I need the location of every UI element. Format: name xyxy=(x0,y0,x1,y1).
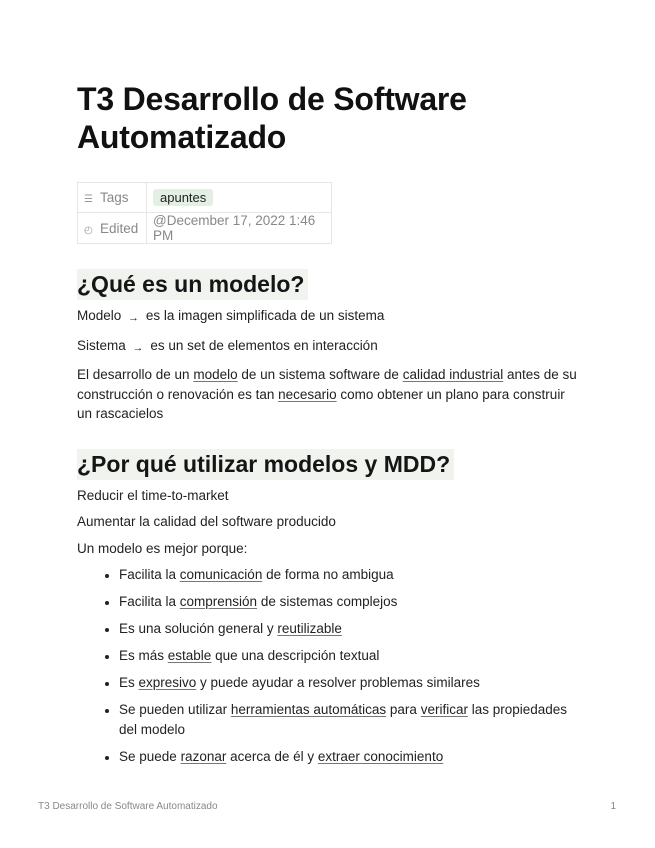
paragraph: Un modelo es mejor porque: xyxy=(77,540,248,556)
underlined-term: razonar xyxy=(180,749,227,764)
text: es un set de elementos en interacción xyxy=(150,337,378,353)
underlined-term: calidad industrial xyxy=(402,367,504,382)
underlined-term: necesario xyxy=(278,386,337,402)
underlined-term: modelo xyxy=(193,367,238,382)
text: Es una solución general y xyxy=(119,621,278,636)
text: es la imagen simplificada de un sistema xyxy=(145,308,385,323)
footer-page-number: 1 xyxy=(610,801,616,812)
list-item xyxy=(119,565,582,585)
text: El desarrollo de un xyxy=(77,367,194,382)
text: Sistema xyxy=(77,337,126,353)
properties-table xyxy=(77,182,332,244)
underlined-term: comprensión xyxy=(179,594,258,609)
property-key-label: Tags xyxy=(100,190,129,205)
clock-icon: ◴ xyxy=(84,224,93,236)
property-row-edited xyxy=(78,213,332,244)
paragraph: Aumentar la calidad del software producido xyxy=(77,514,336,529)
text: de sistemas complejos xyxy=(257,594,398,609)
underlined-term: estable xyxy=(167,648,212,663)
property-value: @December 17, 2022 1:46 PM xyxy=(147,213,332,244)
underlined-term: extraer conocimiento xyxy=(317,749,444,764)
text: Es xyxy=(119,675,139,690)
list-item xyxy=(119,700,582,740)
text: Se pueden utilizar xyxy=(119,702,231,717)
paragraph xyxy=(77,365,582,424)
section-why-models xyxy=(77,449,582,768)
paragraph xyxy=(77,336,582,359)
section-what-is-model xyxy=(77,269,582,424)
list-item xyxy=(119,673,582,693)
page-content xyxy=(77,80,582,767)
list-item xyxy=(119,646,582,666)
underlined-term: herramientas automáticas xyxy=(230,702,387,717)
text: de un sistema software de xyxy=(237,367,403,382)
text: Se puede xyxy=(119,749,181,764)
page-title: T3 Desarrollo de Software Automatizado xyxy=(77,81,467,155)
list-item xyxy=(119,747,582,767)
property-value[interactable] xyxy=(147,183,332,213)
text: de forma no ambigua xyxy=(262,567,394,582)
paragraph xyxy=(77,306,582,329)
underlined-term: reutilizable xyxy=(277,621,342,636)
text: y puede ayudar a resolver problemas similares xyxy=(196,675,480,690)
section-heading: ¿Por qué utilizar modelos y MDD? xyxy=(77,449,454,480)
underlined-term: comunicación xyxy=(179,567,263,582)
text: las propiedades del modelo xyxy=(119,702,568,737)
arrow-right-icon: → xyxy=(128,312,140,324)
property-key xyxy=(78,213,147,244)
tag-badge[interactable]: apuntes xyxy=(153,189,213,206)
text: como obtener un plano para construir un rascacielos xyxy=(77,386,565,421)
property-key-label: Edited xyxy=(100,220,139,236)
footer-doc-title: T3 Desarrollo de Software Automatizado xyxy=(38,801,218,812)
section-heading: ¿Qué es un modelo? xyxy=(77,269,308,300)
property-row-tags xyxy=(78,183,332,213)
list-icon: ☰ xyxy=(84,194,93,205)
text: Modelo xyxy=(77,308,122,323)
arrow-right-icon: → xyxy=(132,341,144,354)
text: Es más xyxy=(119,648,168,663)
underlined-term: expresivo xyxy=(138,675,197,690)
text: que una descripción textual xyxy=(211,648,380,663)
property-key xyxy=(78,183,147,213)
text: antes de su construcción o renovación es tan xyxy=(77,367,577,402)
underlined-term: verificar xyxy=(420,702,468,717)
list-item xyxy=(119,592,582,612)
text: Facilita la xyxy=(119,567,180,582)
bullet-list xyxy=(77,565,582,767)
text: Facilita la xyxy=(119,594,180,609)
list-item xyxy=(119,619,582,639)
text: para xyxy=(386,702,421,717)
paragraph: Reducir el time-to-market xyxy=(77,487,229,503)
text: acerca de él y xyxy=(226,749,318,764)
